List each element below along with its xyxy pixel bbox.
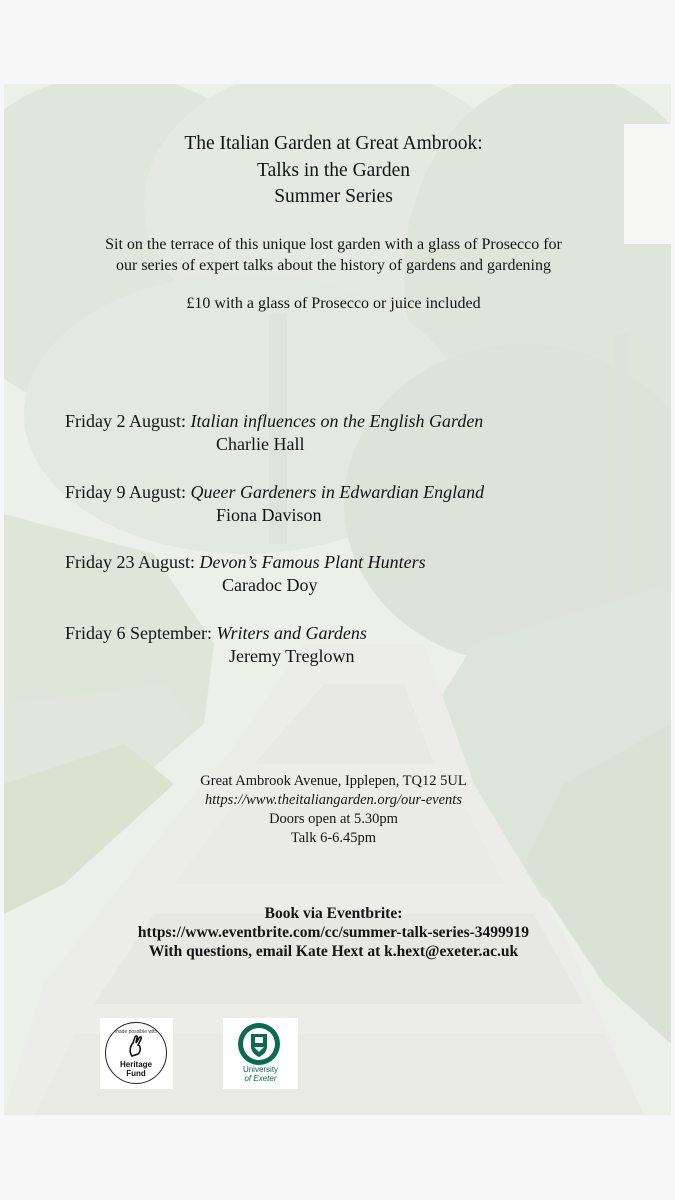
talk-2 (65, 481, 484, 503)
talk-topic: Queer Gardeners in Edwardian England (190, 482, 485, 502)
talk-3 (65, 551, 426, 573)
title-line-3: Summer Series (274, 186, 393, 207)
intro-line-2: our series of expert talks about the history of gardens and gardening (116, 257, 551, 274)
exeter-crest-icon (236, 1021, 282, 1067)
talk-speaker: Caradoc Doy (222, 575, 318, 595)
talk-speaker: Jeremy Treglown (229, 646, 355, 666)
talk-topic: Italian influences on the English Garden (190, 411, 484, 431)
exeter-name (223, 1065, 298, 1083)
title-line-1: The Italian Garden at Great Ambrook: (184, 133, 483, 154)
exeter-name-line2: of Exeter (244, 1074, 277, 1083)
talk-topic: Devon’s Famous Plant Hunters (199, 552, 426, 572)
booking-contact: With questions, email Kate Hext at k.hext@exeter.ac.uk (148, 943, 519, 960)
heritage-fund-ring (105, 1022, 167, 1084)
heritage-name-line1: Heritage (119, 1060, 152, 1069)
exeter-name-line1: University (242, 1065, 279, 1074)
talk-speaker: Fiona Davison (216, 505, 322, 525)
title-line-2: Talks in the Garden (257, 160, 410, 181)
university-of-exeter-logo (223, 1018, 298, 1089)
heritage-fund-name (106, 1060, 166, 1078)
heritage-fund-logo (100, 1018, 173, 1089)
talk-date: Friday 23 August: (65, 552, 196, 572)
talk-speaker: Charlie Hall (216, 434, 305, 454)
talk-time: Talk 6-6.45pm (290, 830, 377, 846)
talk-date: Friday 2 August: (65, 411, 187, 431)
heritage-name-line2: Fund (126, 1069, 146, 1078)
doors-time: Doors open at 5.30pm (269, 811, 398, 827)
intro-line-1: Sit on the terrace of this unique lost garden with a glass of Prosecco for (105, 236, 562, 253)
talk-date: Friday 6 September: (65, 623, 212, 643)
talk-1 (65, 410, 483, 432)
heritage-made-text: made possible with (114, 1029, 158, 1035)
booking-heading: Book via Eventbrite: (264, 905, 403, 922)
talk-topic: Writers and Gardens (216, 623, 367, 643)
crossed-fingers-icon (126, 1034, 146, 1058)
venue-url[interactable]: https://www.theitaliangarden.org/our-events (205, 792, 462, 808)
price-text: £10 with a glass of Prosecco or juice included (186, 295, 481, 312)
talk-date: Friday 9 August: (65, 482, 187, 502)
talk-4 (65, 622, 367, 644)
venue-address: Great Ambrook Avenue, Ipplepen, TQ12 5UL (200, 773, 467, 789)
booking-url[interactable]: https://www.eventbrite.com/cc/summer-talk-series-3499919 (137, 924, 530, 941)
